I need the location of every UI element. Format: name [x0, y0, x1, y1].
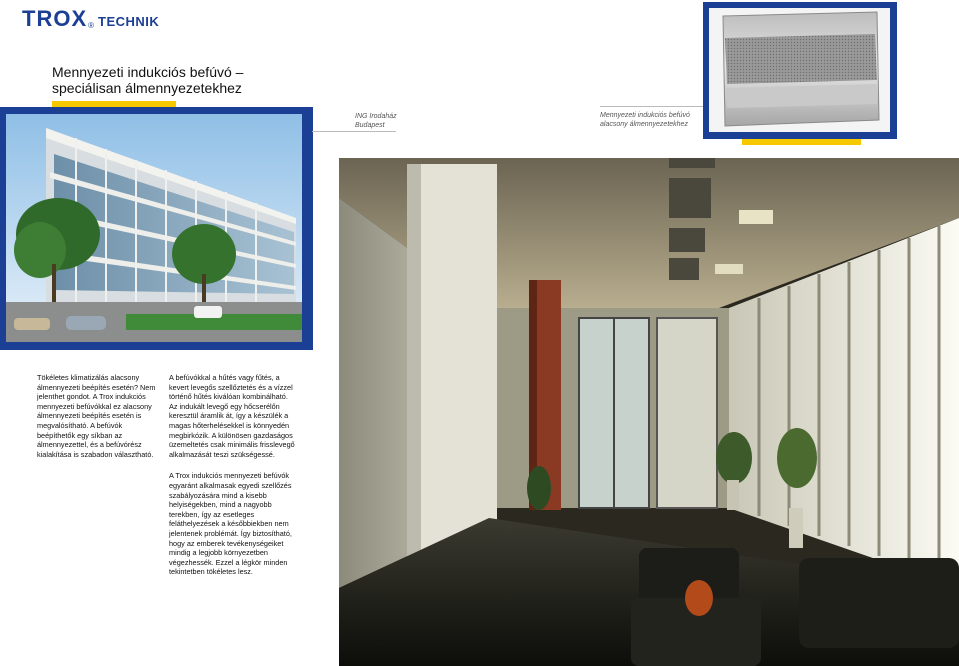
text-column-1 — [37, 373, 159, 469]
logo-suffix: TECHNIK — [98, 14, 160, 29]
building-caption-line-1: ING Irodaház — [355, 113, 397, 120]
product-caption — [600, 111, 705, 129]
trox-logo — [22, 6, 159, 30]
building-caption — [355, 112, 415, 130]
product-caption-line-2: alacsony álmennyezetekhez — [600, 121, 688, 128]
product-accent-bar — [742, 139, 861, 145]
title-line-2: speciálisan álmennyezetekhez — [52, 80, 242, 96]
building-photo — [6, 114, 302, 342]
product-photo — [709, 8, 890, 132]
product-caption-line-1: Mennyezeti indukciós befúvó — [600, 112, 690, 119]
logo-wordmark: TROX — [22, 6, 88, 31]
lobby-interior-image — [339, 158, 959, 666]
building-photo-image — [6, 114, 302, 342]
text-column-2-paragraph-2: A Trox indukciós mennyezeti befúvók egyaránt alkalmasak egyedi szellőzés szabályozására mind a kisebb helyiségekben, mind a nagyobb terekben, így az esetleges feláthelyezések a későbbiekben nem jelentenek problémát. Így biztosítható, hogy az emberek tevékenységeiket mindig a legjobb környezetben végezhessék. Ezzel a légkör minden tekintetben tökéletes lesz. — [169, 471, 292, 577]
building-caption-line-2: Budapest — [355, 122, 385, 129]
text-column-1-paragraph: Tökéletes klimatizálás alacsony álmennyezeti beépítés esetén? Nem jelenthet gondot. A Trox indukciós mennyezeti befúvókkal ez alacsony álmennyezeti beépítés esetén is megvalósítható. A befúvók beépíthetők egy síkban az álmennyezettel, és a befúvórész kialakítása is szabadon választható. — [37, 373, 156, 459]
registered-mark-icon: ® — [88, 21, 95, 30]
interior-photo — [339, 158, 959, 666]
page-title — [52, 64, 312, 96]
product-caption-rule — [600, 106, 703, 107]
ceiling-diffuser-image — [709, 8, 890, 132]
text-column-2-paragraph-1: A befúvókkal a hűtés vagy fűtés, a kevert levegős szellőztetés és a vízzel történő hűtés kiválóan kombinálható. Az indukált levegő egy hőcserélőn keresztül áramlik át, így a készülék a magas hőterhelésekkel is könnyedén megbirkózik. A különösen gazdaságos üzemeltetés csak minimális frisslevegő alkalmazását teszi szükségessé. — [169, 373, 295, 459]
title-line-1: Mennyezeti indukciós befúvó – — [52, 64, 244, 80]
text-column-2 — [169, 373, 296, 587]
building-caption-rule — [312, 131, 396, 132]
